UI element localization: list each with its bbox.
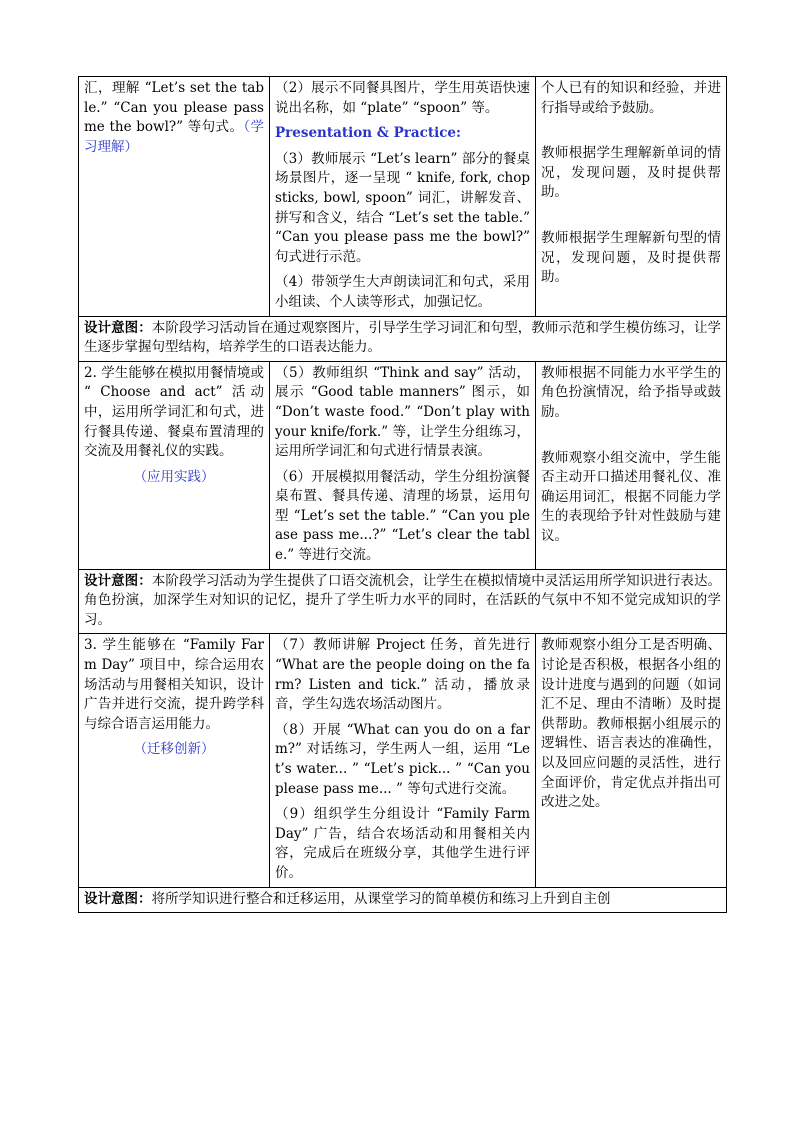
design-intent-label: 设计意图： (84, 572, 152, 589)
evaluation-cell (536, 77, 727, 317)
activity-cell (270, 361, 536, 569)
design-intent-label: 设计意图： (84, 319, 152, 336)
design-intent-cell (79, 316, 727, 361)
objective-cell (79, 77, 270, 317)
table-row (79, 634, 727, 887)
evaluation-text: 教师观察小组分工是否明确、讨论是否积极，根据各小组的设计进度与遇到的问题（如词汇不足、理由不清晰）及时提供帮助。教师根据小组展示的逻辑性、语言表达的准确性，以及回应问题的灵活性，进行全面评价，肯定优点并指出可改进之处。 (541, 637, 721, 811)
activity-step: （5）教师组织 “Think and say” 活动，展示 “Good table manners” 图示，如 “Don’t waste food.” “Don’t play with your knife/fork.” 等，让学生分组练习，运用所学词汇和句式进行情景表演。 (275, 364, 530, 460)
objective-text: 汇，理解 “Let’s set the table.” “Can you please pass me the bowl?” 等句式。 (84, 80, 264, 136)
evaluation-cell (536, 634, 727, 887)
design-intent-label: 设计意图： (84, 890, 152, 907)
activity-step: （4）带领学生大声朗读词汇和句式，采用小组读、个人读等形式，加强记忆。 (275, 274, 530, 310)
activity-step: （2）展示不同餐具图片，学生用英语快速说出名称，如 “plate” “spoon” 等。 (275, 80, 530, 116)
activity-cell (270, 634, 536, 887)
design-intent-text: 将所学知识进行整合和迁移运用，从课堂学习的简单模仿和练习上升到自主创 (151, 890, 611, 907)
design-intent-cell (79, 569, 727, 634)
activity-step: （6）开展模拟用餐活动，学生分组扮演餐桌布置、餐具传递、清理的场景，运用句型 “Let’s set the table.” “Can you please pass me...?” “Let’s clear the table.” 等进行交流。 (275, 468, 530, 564)
evaluation-text: 教师根据学生理解新句型的情况，发现问题，及时提供帮助。 (541, 229, 721, 286)
activity-step: （9）组织学生分组设计 “Family Farm Day” 广告，结合农场活动和用餐相关内容，完成后在班级分享，其他学生进行评价。 (275, 806, 530, 881)
lesson-plan-table (78, 76, 727, 913)
activity-step: （3）教师展示 “Let’s learn” 部分的餐桌场景图片，逐一呈现 “ knife, fork, chopsticks, bowl, spoon” 词汇，讲解发音、拼写和含义，结合 “Let’s set the table.” “Can you please pass me the bowl?” 句式进行示范。 (275, 150, 530, 265)
activity-step: （7）教师讲解 Project 任务，首先进行 “What are the people doing on the farm? Listen and tick.” 活动，播放录音，学生勾选农场活动图片。 (275, 637, 530, 713)
objective-cell (79, 361, 270, 569)
table-row (79, 361, 727, 569)
stage-tag: （迁移创新） (133, 741, 215, 758)
design-intent-row (79, 316, 727, 361)
section-heading: Presentation & Practice: (275, 125, 462, 142)
design-intent-row (79, 887, 727, 913)
objective-cell (79, 634, 270, 887)
design-intent-text: 本阶段学习活动旨在通过观察图片，引导学生学习词汇和句型，教师示范和学生模仿练习，让学生逐步掌握句型结构，培养学生的口语表达能力。 (84, 319, 722, 356)
objective-text: 3. 学生能够在 “Family Farm Day” 项目中，综合运用农场活动与用餐相关知识，设计广告并进行交流，提升跨学科与综合语言运用能力。 (84, 637, 264, 732)
design-intent-row (79, 569, 727, 634)
stage-tag: （应用实践） (133, 468, 215, 485)
activity-cell (270, 77, 536, 317)
evaluation-text: 教师根据不同能力水平学生的角色扮演情况，给予指导或鼓励。 (541, 364, 721, 420)
activity-step: （8）开展 “What can you do on a farm?” 对话练习，学生两人一组，运用 “Let’s water... ” “Let’s pick... ” “Can you please pass me... ” 等句式进行交流。 (275, 721, 530, 797)
stage-tag: （学习理解） (84, 119, 265, 155)
evaluation-text: 教师观察小组交流中，学生能否主动开口描述用餐礼仪、准确运用词汇，根据不同能力学生的表现给予针对性鼓励与建议。 (541, 449, 721, 544)
design-intent-text: 本阶段学习活动为学生提供了口语交流机会，让学生在模拟情境中灵活运用所学知识进行表达。角色扮演，加深学生对知识的记忆，提升了学生听力水平的同时，在活跃的气氛中不知不觉完成知识的学习。 (84, 572, 722, 628)
design-intent-cell (79, 887, 727, 913)
evaluation-text: 个人已有的知识和经验，并进行指导或给予鼓励。 (541, 80, 721, 116)
table-row (79, 77, 727, 317)
objective-text: 2. 学生能够在模拟用餐情境或 “ Choose and act” 活动中，运用所学词汇和句式，进行餐具传递、餐桌布置清理的交流及用餐礼仪的实践。 (84, 364, 264, 460)
evaluation-cell (536, 361, 727, 569)
evaluation-text: 教师根据学生理解新单词的情况，发现问题，及时提供帮助。 (541, 145, 721, 201)
